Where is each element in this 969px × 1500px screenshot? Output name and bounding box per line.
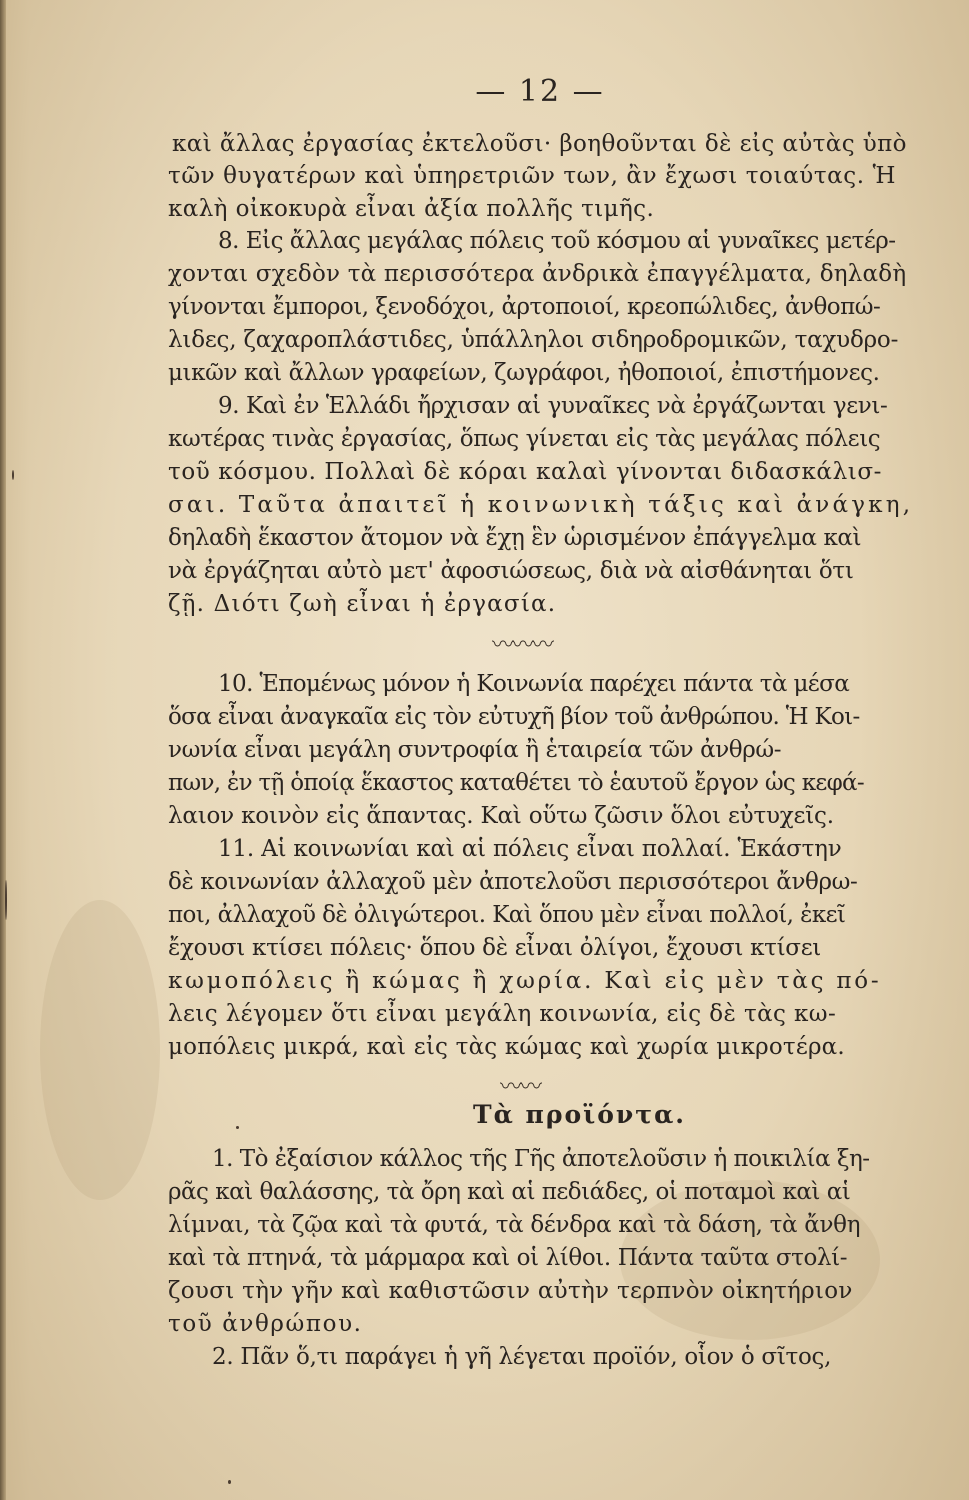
text-line: 9. Καὶ ἐν Ἑλλάδι ἤρχισαν αἱ γυναῖκες νὰ ἐργάζωνται γενι- [218, 393, 888, 419]
text-line: νωνία εἶναι μεγάλη συντροφία ἢ ἑταιρεία τῶν ἀνθρώ- [168, 737, 782, 763]
page-edge [0, 0, 6, 1500]
text-line: 8. Εἰς ἄλλας μεγάλας πόλεις τοῦ κόσμου αἱ γυναῖκες μετέρ- [218, 228, 896, 254]
section-ornament: 〰〰 [500, 1075, 541, 1100]
text-line: λεις λέγομεν ὅτι εἶναι μεγάλη κοινωνία, εἰς δὲ τὰς κω- [168, 1001, 837, 1027]
text-line: 11. Αἱ κοινωνίαι καὶ αἱ πόλεις εἶναι πολλαί. Ἑκάστην [218, 836, 842, 862]
text-line: τοῦ ἀνθρώπου. [168, 1311, 363, 1337]
page-number: — 12 — [475, 74, 605, 109]
text-line: γίνονται ἔμποροι, ξενοδόχοι, ἀρτοποιοί, κρεοπώλιδες, ἀνθοπώ- [168, 294, 881, 320]
text-line: δηλαδὴ ἕκαστον ἄτομον νὰ ἔχῃ ἓν ὡρισμένον ἐπάγγελμα καὶ [168, 525, 862, 551]
text-line: δὲ κοινωνίαν ἀλλαχοῦ μὲν ἀποτελοῦσι περισσότεροι ἄνθρω- [168, 869, 858, 895]
text-line: ποι, ἀλλαχοῦ δὲ ὀλιγώτεροι. Καὶ ὅπου μὲν εἶναι πολλοί, ἐκεῖ [168, 902, 846, 928]
text-line: καλὴ οἰκοκυρὰ εἶναι ἀξία πολλῆς τιμῆς. [168, 196, 655, 222]
text-line: τῶν θυγατέρων καὶ ὑπηρετριῶν των, ἂν ἔχωσι τοιαύτας. Ἡ [168, 163, 897, 189]
text-line: ζῇ. Διότι ζωὴ εἶναι ἡ ἐργασία. [168, 591, 557, 617]
section-heading: Τὰ προϊόντα. [472, 1100, 687, 1129]
text-line: σαι. Ταῦτα ἀπαιτεῖ ἡ κοινωνικὴ τάξις καὶ ἀνάγκη, [168, 492, 914, 518]
text-line: πων, ἐν τῇ ὁποίᾳ ἕκαστος καταθέτει τὸ ἑαυτοῦ ἔργον ὡς κεφά- [168, 770, 864, 796]
text-line: 1. Τὸ ἐξαίσιον κάλλος τῆς Γῆς ἀποτελοῦσιν ἡ ποικιλία ξη- [212, 1146, 870, 1172]
text-line: μοπόλεις μικρά, καὶ εἰς τὰς κώμας καὶ χωρία μικροτέρα. [168, 1034, 845, 1060]
text-line: κωμοπόλεις ἢ κώμας ἢ χωρία. Καὶ εἰς μὲν τὰς πό- [168, 968, 882, 994]
section-ornament: 〰〰〰 [492, 633, 553, 658]
text-line: ζουσι τὴν γῆν καὶ καθιστῶσιν αὐτὴν τερπνὸν οἰκητήριον [168, 1278, 853, 1304]
text-line: μικῶν καὶ ἄλλων γραφείων, ζωγράφοι, ἠθοποιοί, ἐπιστήμονες. [168, 360, 880, 386]
text-line: 2. Πᾶν ὅ,τι παράγει ἡ γῆ λέγεται προϊόν, οἷον ὁ σῖτος, [212, 1344, 832, 1370]
text-line: 10. Ἑπομένως μόνον ἡ Κοινωνία παρέχει πάντα τὰ μέσα [218, 671, 850, 697]
text-line: λιδες, ζαχαροπλάστιδες, ὑπάλληλοι σιδηροδρομικῶν, ταχυδρο- [168, 327, 899, 353]
text-line: καὶ τὰ πτηνά, τὰ μάρμαρα καὶ οἱ λίθοι. Πάντα ταῦτα στολί- [168, 1245, 848, 1271]
text-line: νὰ ἐργάζηται αὐτὸ μετ' ἀφοσιώσεως, διὰ νὰ αἰσθάνηται ὅτι [168, 558, 854, 584]
text-line: τοῦ κόσμου. Πολλαὶ δὲ κόραι καλαὶ γίνονται διδασκάλισ- [168, 459, 883, 485]
paper-stain [40, 900, 160, 1200]
text-line: καὶ ἄλλας ἐργασίας ἐκτελοῦσι· βοηθοῦνται δὲ εἰς αὐτὰς ὑπὸ [172, 131, 907, 157]
text-line: κωτέρας τινὰς ἐργασίας, ὅπως γίνεται εἰς τὰς μεγάλας πόλεις [168, 426, 881, 452]
text-line: ὅσα εἶναι ἀναγκαῖα εἰς τὸν εὐτυχῆ βίον τοῦ ἀνθρώπου. Ἡ Κοι- [168, 704, 860, 730]
text-line: λαιον κοινὸν εἰς ἅπαντας. Καὶ οὕτω ζῶσιν ὅλοι εὐτυχεῖς. [168, 803, 834, 829]
text-line: ἔχουσι κτίσει πόλεις· ὅπου δὲ εἶναι ὀλίγοι, ἔχουσι κτίσει [168, 935, 822, 961]
text-line: ρᾶς καὶ θαλάσσης, τὰ ὄρη καὶ αἱ πεδιάδες, οἱ ποταμοὶ καὶ αἱ [168, 1179, 851, 1205]
text-line: λίμναι, τὰ ζῷα καὶ τὰ φυτά, τὰ δένδρα καὶ τὰ δάση, τὰ ἄνθη [168, 1212, 861, 1238]
text-line: χονται σχεδὸν τὰ περισσότερα ἀνδρικὰ ἐπαγγέλματα, δηλαδὴ [168, 261, 907, 287]
